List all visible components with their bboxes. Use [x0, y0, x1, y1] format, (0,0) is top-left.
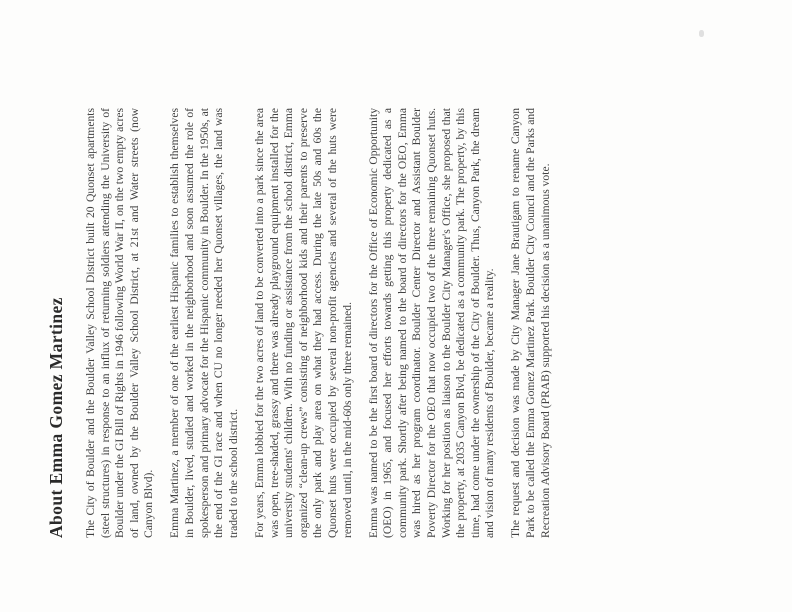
paragraph: Emma Martinez, a member of one of the earliest Hispanic families to establish themselves in Boulder, lived, studied and worked in the neighborhood and soon assumed the role of spokesperson and primary advocate for the Hispanic community in Boulder. In the 1950s, at the end of the GI race and when CU no longer needed her Quonset villages, the land was traded to the school district. — [168, 108, 240, 538]
paragraph: For years, Emma lobbied for the two acres of land to be converted into a park since the area was open, tree-shaded, grassy and there was already playground equipment installed for the university students' children. With no funding or assistance from the school district, Emma organized “clean-up crews” consisting of neighborhood kids and their parents to preserve the only park and play area on what they had access. During the late 50s and 60s the Quonset huts were occupied by several non-profit agencies and several of the huts were removed until, in the mid-60s only three remained. — [252, 108, 354, 538]
paragraph: The request and decision was made by City Manager Jane Brautigam to rename Canyon Park to be called the Emma Gomez Martinez Park. Boulder City Council and the Parks and Recreation Advisory Board (PRAB) supported his decision as a unanimous vote. — [509, 108, 552, 538]
paragraph: Emma was named to be the first board of directors for the Office of Economic Opportunity (OEO) in 1965, and focused her efforts towards getting this property dedicated as a community park. Shortly after being named to the board of directors for the OEO, Emma was hired as her program coordinator. Boulder Center Director and Assistant Boulder Poverty Director for the OEO that now occupied two of the three remaining Quonset huts. Working for her position as liaison to the Boulder City Manager's Office, she proposed that the property, at 2035 Canyon Blvd, be dedicated as a community park. The property, by this time, had come under the ownership of the City of Boulder. Thus, Canyon Park, the dream and vision of many residents of Boulder, became a reality. — [366, 108, 497, 538]
paragraph: The City of Boulder and the Boulder Valley School District built 20 Quonset apartments (steel structures) in response to an influx of returning soldiers attending the University of Boulder under the GI Bill of Rights in 1946 following World War II, on the two empty acres of land, owned by the Boulder Valley School District, at 21st and Water streets (now Canyon Blvd). — [84, 108, 156, 538]
page-title: About Emma Gomez Martinez — [46, 297, 66, 538]
